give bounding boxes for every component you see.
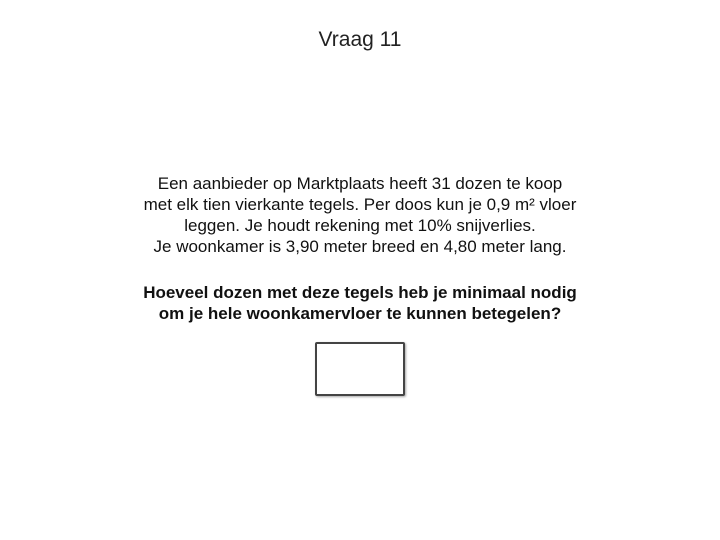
description-line: Je woonkamer is 3,90 meter breed en 4,80 meter lang. — [153, 237, 567, 256]
description-line: Een aanbieder op Marktplaats heeft 31 dozen te koop — [157, 174, 563, 193]
question-line: om je hele woonkamervloer te kunnen betegelen? — [158, 304, 562, 323]
question-line: Hoeveel dozen met deze tegels heb je minimaal nodig — [143, 283, 577, 302]
answer-input[interactable] — [315, 342, 405, 396]
description-line: leggen. Je houdt rekening met 10% snijverlies. — [184, 216, 536, 235]
question-description — [100, 173, 620, 257]
question-title: Vraag 11 — [318, 28, 402, 51]
question-prompt — [100, 282, 620, 324]
description-line: met elk tien vierkante tegels. Per doos kun je 0,9 m² vloer — [143, 195, 577, 214]
